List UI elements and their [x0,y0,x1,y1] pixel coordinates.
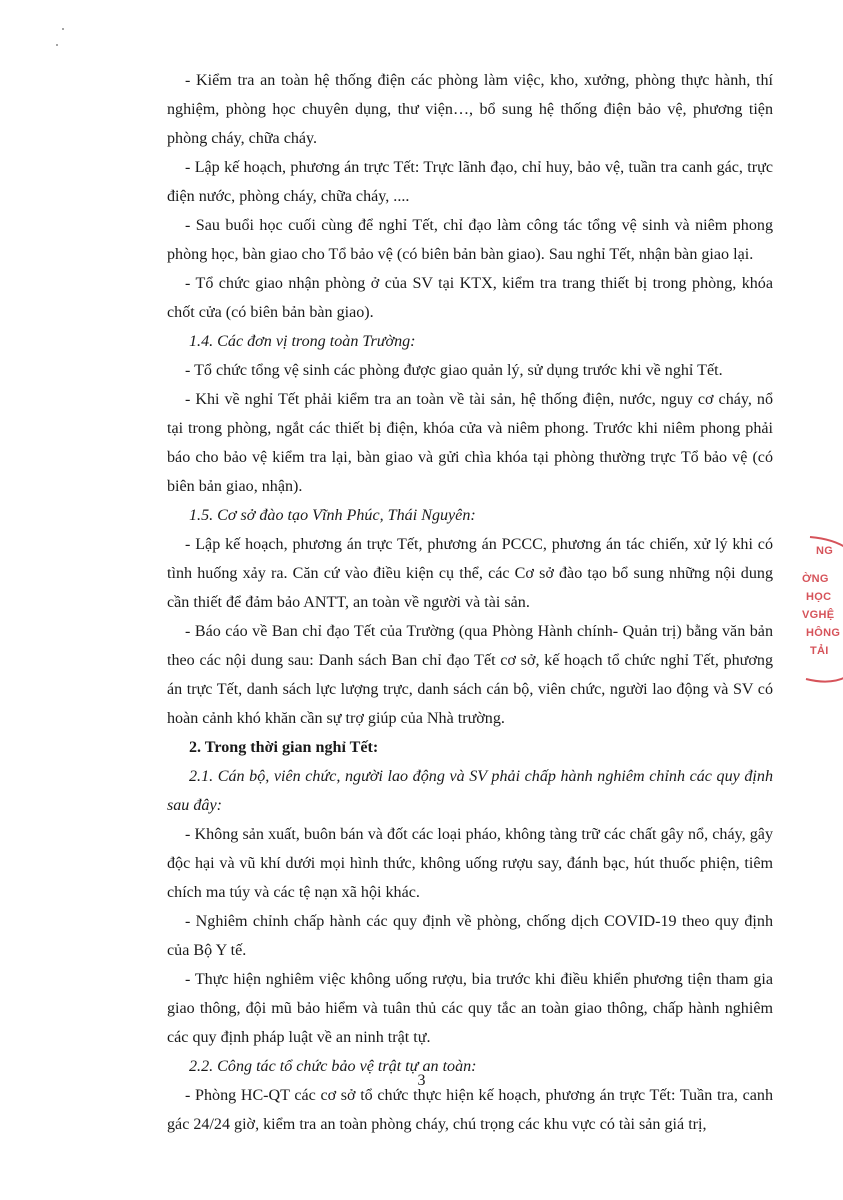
paragraph: - Lập kế hoạch, phương án trực Tết, phương án PCCC, phương án tác chiến, xử lý khi có tình huống xảy ra. Căn cứ vào điều kiện cụ thể, các Cơ sở đào tạo bổ sung những nội dung cần thiết để đảm bảo ANTT, an toàn về người và tài sản. [167,536,773,611]
seal-text: NG [816,545,834,557]
paragraph: - Sau buổi học cuối cùng để nghỉ Tết, chỉ đạo làm công tác tổng vệ sinh và niêm phong phòng học, bàn giao cho Tổ bảo vệ (có biên bản bàn giao). Sau nghỉ Tết, nhận bàn giao lại. [167,217,773,263]
seal-text: HÔNG [806,627,841,639]
scan-speck [62,28,64,30]
paragraph: - Báo cáo về Ban chỉ đạo Tết của Trường (qua Phòng Hành chính- Quản trị) bằng văn bản theo các nội dung sau: Danh sách Ban chỉ đạo Tết cơ sở, kế hoạch tổ chức nghỉ Tết, phương án trực Tết, danh sách lực lượng trực, danh sách cán bộ, viên chức, người lao động và SV có hoàn cảnh khó khăn cần sự trợ giúp của Nhà trường. [167,623,773,727]
major-heading: 2. Trong thời gian nghỉ Tết: [189,739,379,756]
section-heading: 1.4. Các đơn vị trong toàn Trường: [189,333,416,350]
red-seal-fragment [800,533,843,693]
paragraph: - Thực hiện nghiêm việc không uống rượu, bia trước khi điều khiển phương tiện tham gia giao thông, đội mũ bảo hiểm và tuân thủ các quy tắc an toàn giao thông, chấp hành nghiêm các quy định pháp luật về an ninh trật tự. [167,971,773,1046]
seal-text: TẢI [810,645,829,657]
paragraph: - Khi về nghỉ Tết phải kiểm tra an toàn về tài sản, hệ thống điện, nước, nguy cơ cháy, nổ tại trong phòng, ngắt các thiết bị điện, khóa cửa và niêm phong. Trước khi niêm phong phải báo cho bảo vệ kiểm tra lại, bàn giao và gửi chìa khóa tại phòng thường trực Tổ bảo vệ (có biên bản giao, nhận). [167,391,773,495]
seal-text: ỜNG [802,573,829,585]
paragraph: - Kiểm tra an toàn hệ thống điện các phòng làm việc, kho, xưởng, phòng thực hành, thí nghiệm, phòng học chuyên dụng, thư viện…, bổ sung hệ thống điện bảo vệ, phương tiện phòng cháy, chữa cháy. [167,72,773,147]
paragraph: - Tổ chức tổng vệ sinh các phòng được giao quản lý, sử dụng trước khi về nghỉ Tết. [185,362,723,379]
section-heading: 2.2. Công tác tổ chức bảo vệ trật tự an toàn: [189,1058,477,1075]
paragraph: - Nghiêm chỉnh chấp hành các quy định về phòng, chống dịch COVID-19 theo quy định của Bộ Y tế. [167,913,773,959]
paragraph: - Tổ chức giao nhận phòng ở của SV tại KTX, kiểm tra trang thiết bị trong phòng, khóa chốt cửa (có biên bản bàn giao). [167,275,773,321]
body-text [167,66,773,1139]
paragraph: - Lập kế hoạch, phương án trực Tết: Trực lãnh đạo, chỉ huy, bảo vệ, tuần tra canh gác, trực điện nước, phòng cháy, chữa cháy, .... [167,159,773,205]
page-number: 3 [417,1072,426,1089]
scan-speck [56,44,58,46]
section-heading: 1.5. Cơ sở đào tạo Vĩnh Phúc, Thái Nguyên: [189,507,476,524]
paragraph: - Không sản xuất, buôn bán và đốt các loại pháo, không tàng trữ các chất gây nổ, cháy, gây độc hại và vũ khí dưới mọi hình thức, không uống rượu say, đánh bạc, hút thuốc phiện, tiêm chích ma túy và các tệ nạn xã hội khác. [167,826,773,901]
seal-text: VGHỆ [802,609,835,621]
paragraph: - Phòng HC-QT các cơ sở tổ chức thực hiện kế hoạch, phương án trực Tết: Tuần tra, canh gác 24/24 giờ, kiểm tra an toàn phòng cháy, chú trọng các khu vực có tài sản giá trị, [167,1087,773,1133]
section-heading: 2.1. Cán bộ, viên chức, người lao động và SV phải chấp hành nghiêm chỉnh các quy định sau đây: [167,768,773,814]
seal-text: HỌC [806,591,832,603]
